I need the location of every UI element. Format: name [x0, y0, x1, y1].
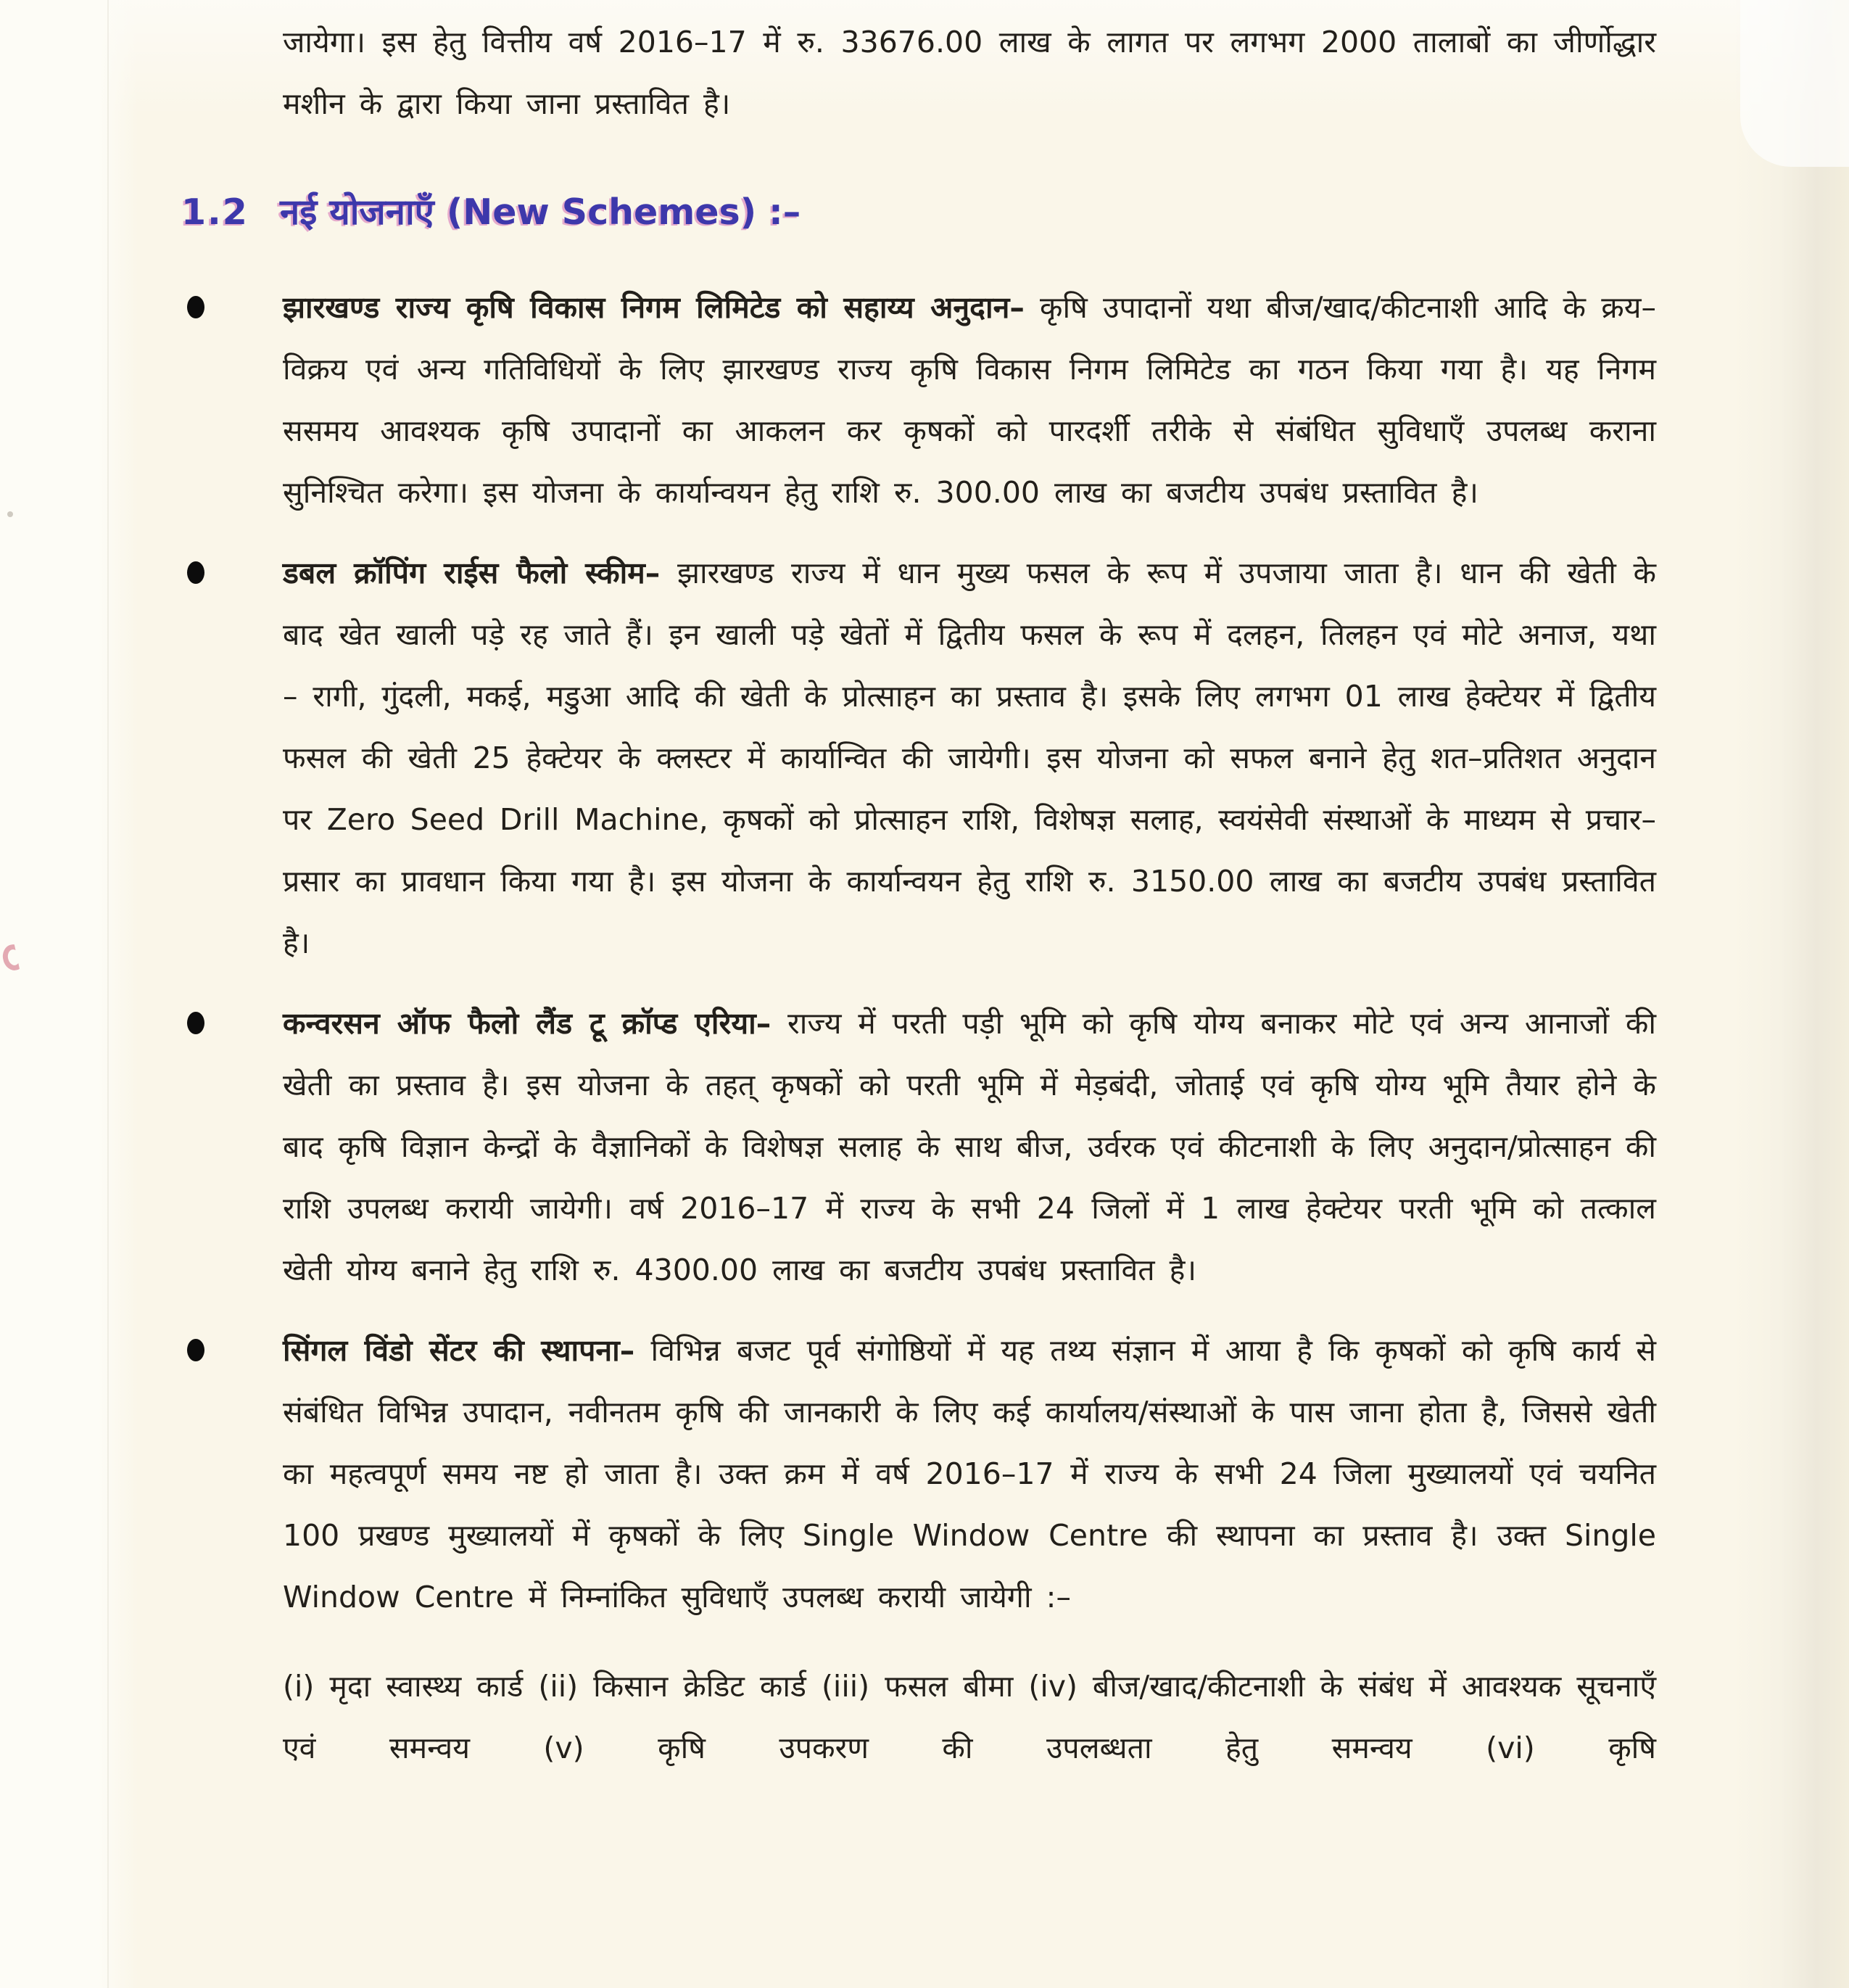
section-title: नई योजनाएँ (New Schemes) :–: [280, 191, 801, 233]
scheme-name: झारखण्ड राज्य कृषि विकास निगम लिमिटेड को सहाय्य अनुदान–: [283, 290, 1025, 325]
scheme-bullet: [283, 543, 1656, 974]
scheme-bullet: [283, 993, 1656, 1301]
scheme-bullet: [283, 1320, 1656, 1628]
scan-speck: [7, 511, 13, 517]
scan-corner-artifact: [1740, 0, 1849, 167]
scheme-name: सिंगल विंडो सेंटर की स्थापना–: [283, 1333, 635, 1368]
scheme-description: कृषि उपादानों यथा बीज/खाद/कीटनाशी आदि के क्रय–विक्रय एवं अन्य गतिविधियों के लिए झारखण्ड राज्य कृषि विकास निगम लिमिटेड का गठन किया गया है। यह निगम ससमय आवश्यक कृषि उपादानों का आकलन कर कृषकों को पारदर्शी तरीके से संबंधित सुविधाएँ उपलब्ध कराना सुनिश्चित करेगा। इस योजना के कार्यान्वयन हेतु राशि रु. 300.00 लाख का बजटीय उपबंध प्रस्तावित है।: [283, 290, 1656, 510]
bullet-marker-icon: [187, 1339, 204, 1361]
bullet-marker-icon: [187, 296, 204, 318]
bullet-marker-icon: [187, 1012, 204, 1034]
bullet-marker-icon: [187, 561, 204, 584]
intro-paragraph: जायेगा। इस हेतु वित्तीय वर्ष 2016–17 में रु. 33676.00 लाख के लागत पर लगभग 2000 तालाबों का जीर्णोद्धार मशीन के द्वारा किया जाना प्रस्तावित है।: [283, 25, 1656, 121]
scheme-paragraph: [283, 277, 1656, 524]
scheme-bullet: [283, 277, 1656, 524]
scheme-paragraph: [283, 993, 1656, 1301]
scheme-name: कन्वरसन ऑफ फैलो लैंड टू क्रॉप्ड एरिया–: [283, 1006, 772, 1041]
scan-edge-line: [107, 0, 109, 1988]
section-number: 1.2: [181, 191, 249, 233]
scheme-paragraph: [283, 1320, 1656, 1628]
scheme-paragraph: [283, 543, 1656, 974]
facilities-list-paragraph: (i) मृदा स्वास्थ्य कार्ड (ii) किसान क्रेडिट कार्ड (iii) फसल बीमा (iv) बीज/खाद/कीटनाशी के संबंध में आवश्यक सूचनाएँ एवं समन्वय (v) कृषि उपकरण की उपलब्धता हेतु समन्वय (vi) कृषि: [283, 1669, 1656, 1765]
scheme-description: राज्य में परती पड़ी भूमि को कृषि योग्य बनाकर मोटे एवं अन्य आनाजों की खेती का प्रस्ताव है। इस योजना के तहत् कृषकों को परती भूमि में मेड़बंदी, जोताई एवं कृषि योग्य भूमि तैयार होने के बाद कृषि विज्ञान केन्द्रों के वैज्ञानिकों के विशेषज्ञ सलाह के साथ बीज, उर्वरक एवं कीटनाशी के लिए अनुदान/प्रोत्साहन की राशि उपलब्ध करायी जायेगी। वर्ष 2016–17 में राज्य के सभी 24 जिलों में 1 लाख हेक्टेयर परती भूमि को तत्काल खेती योग्य बनाने हेतु राशि रु. 4300.00 लाख का बजटीय उपबंध प्रस्तावित है।: [283, 1006, 1656, 1287]
section-heading: [181, 190, 1656, 235]
scheme-description: विभिन्न बजट पूर्व संगोष्ठियों में यह तथ्य संज्ञान में आया है कि कृषकों को कृषि कार्य से संबंधित विभिन्न उपादान, नवीनतम कृषि की जानकारी के लिए कई कार्यालय/संस्थाओं के पास जाना होता है, जिससे खेती का महत्वपूर्ण समय नष्ट हो जाता है। उक्त क्रम में वर्ष 2016–17 में राज्य के सभी 24 जिला मुख्यालयों एवं चयनित 100 प्रखण्ड मुख्यालयों में कृषकों के लिए Single Window Centre की स्थापना का प्रस्ताव है। उक्त Single Window Centre में निम्नांकित सुविधाएँ उपलब्ध करायी जायेगी :–: [283, 1333, 1656, 1614]
scheme-description: झारखण्ड राज्य में धान मुख्य फसल के रूप में उपजाया जाता है। धान की खेती के बाद खेत खाली पड़े रह जाते हैं। इन खाली पड़े खेतों में द्वितीय फसल के रूप में दलहन, तिलहन एवं मोटे अनाज, यथा – रागी, गुंदली, मकई, मडुआ आदि की खेती के प्रोत्साहन का प्रस्ताव है। इसके लिए लगभग 01 लाख हेक्टेयर में द्वितीय फसल की खेती 25 हेक्टेयर के क्लस्टर में कार्यान्वित की जायेगी। इस योजना को सफल बनाने हेतु शत–प्रतिशत अनुदान पर Zero Seed Drill Machine, कृषकों को प्रोत्साहन राशि, विशेषज्ञ सलाह, स्वयंसेवी संस्थाओं के माध्यम से प्रचार–प्रसार का प्रावधान किया गया है। इस योजना के कार्यान्वयन हेतु राशि रु. 3150.00 लाख का बजटीय उपबंध प्रस्तावित है।: [283, 556, 1656, 960]
scheme-name: डबल क्रॉपिंग राईस फैलो स्कीम–: [283, 556, 661, 590]
